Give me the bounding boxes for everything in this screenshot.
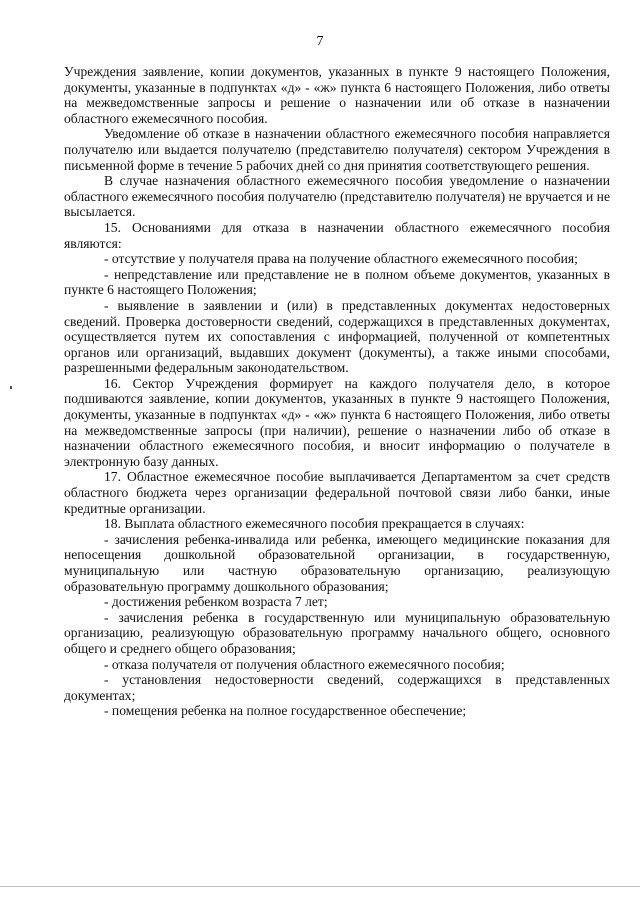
list-item-termination-case: - установления недостоверности сведений, содержащихся в представленных документах; xyxy=(64,672,610,703)
list-item-termination-case: - помещения ребенка на полное государственное обеспечение; xyxy=(104,703,467,719)
scan-artifact-mark xyxy=(10,386,12,389)
paragraph-continuation: Учреждения заявление, копии документов, указанных в пункте 9 настоящего Положения, документы, указанные в подпунктах «д» - «ж» пункта 6 настоящего Положения, либо ответы на межведомственные запросы и решение о назначении или об отказе в назначении областного ежемесячного пособия. xyxy=(64,64,610,126)
list-item-termination-case: - достижения ребенком возраста 7 лет; xyxy=(104,594,328,610)
list-item-refusal-reason: - выявление в заявлении и (или) в представленных документах недостоверных сведений. Проверка достоверности сведений, содержащихся в представленных документах, осуществляется путем их сопоставления с информацией, полученной от компетентных органов или организаций, выдавших документ (документы), а также иными способами, разрешенными федеральным законодательством. xyxy=(64,297,610,376)
list-item-refusal-reason: - отсутствие у получателя права на получение областного ежемесячного пособия; xyxy=(104,251,578,267)
list-item-refusal-reason: - непредставление или представление не в полном объеме документов, указанных в пункте 6 настоящего Положения; xyxy=(64,266,610,298)
paragraph-approval-notice: В случае назначения областного ежемесячного пособия уведомление о назначении областного ежемесячного пособия получателю (представителю получателя) не вручается и не высылается. xyxy=(64,173,610,220)
paragraph-15-heading: 15. Основаниями для отказа в назначении областного ежемесячного пособия являются: xyxy=(64,219,610,251)
list-item-termination-case: - зачисления ребенка-инвалида или ребенка, имеющего медицинские показания для непосещения дошкольной образовательной организации, в государственную, муниципальную или частную образовательную организацию, реализующую образовательную программу дошкольного образования; xyxy=(64,531,610,594)
document-body xyxy=(64,64,610,719)
paragraph-17: 17. Областное ежемесячное пособие выплачивается Департаментом за счет средств областного бюджета через организации федеральной почтовой связи либо банки, иные кредитные организации. xyxy=(64,469,610,516)
paragraph-refusal-notice: Уведомление об отказе в назначении областного ежемесячного пособия направляется получателю или выдается получателю (представителю получателя) сектором Учреждения в письменной форме в течение 5 рабочих дней со дня принятия соответствующего решения. xyxy=(64,126,610,173)
page-bottom-edge xyxy=(0,886,640,887)
paragraph-16: 16. Сектор Учреждения формирует на каждого получателя дело, в которое подшиваются заявление, копии документов, указанных в пункте 9 настоящего Положения, документы, указанные в подпунктах «д» - «ж» пункта 6 настоящего Положения, либо ответы на межведомственные запросы (при наличии), решение о назначении либо об отказе в назначении областного ежемесячного пособия, и вносит информацию о получателе в электронную базу данных. xyxy=(64,375,610,469)
paragraph-18-heading: 18. Выплата областного ежемесячного пособия прекращается в случаях: xyxy=(104,516,525,532)
page-number: 7 xyxy=(316,34,324,49)
list-item-termination-case: - отказа получателя от получения областного ежемесячного пособия; xyxy=(104,656,505,672)
list-item-termination-case: - зачисления ребенка в государственную или муниципальную образовательную организацию, реализующую образовательную программу начального общего, основного общего и среднего общего образования; xyxy=(64,609,610,656)
